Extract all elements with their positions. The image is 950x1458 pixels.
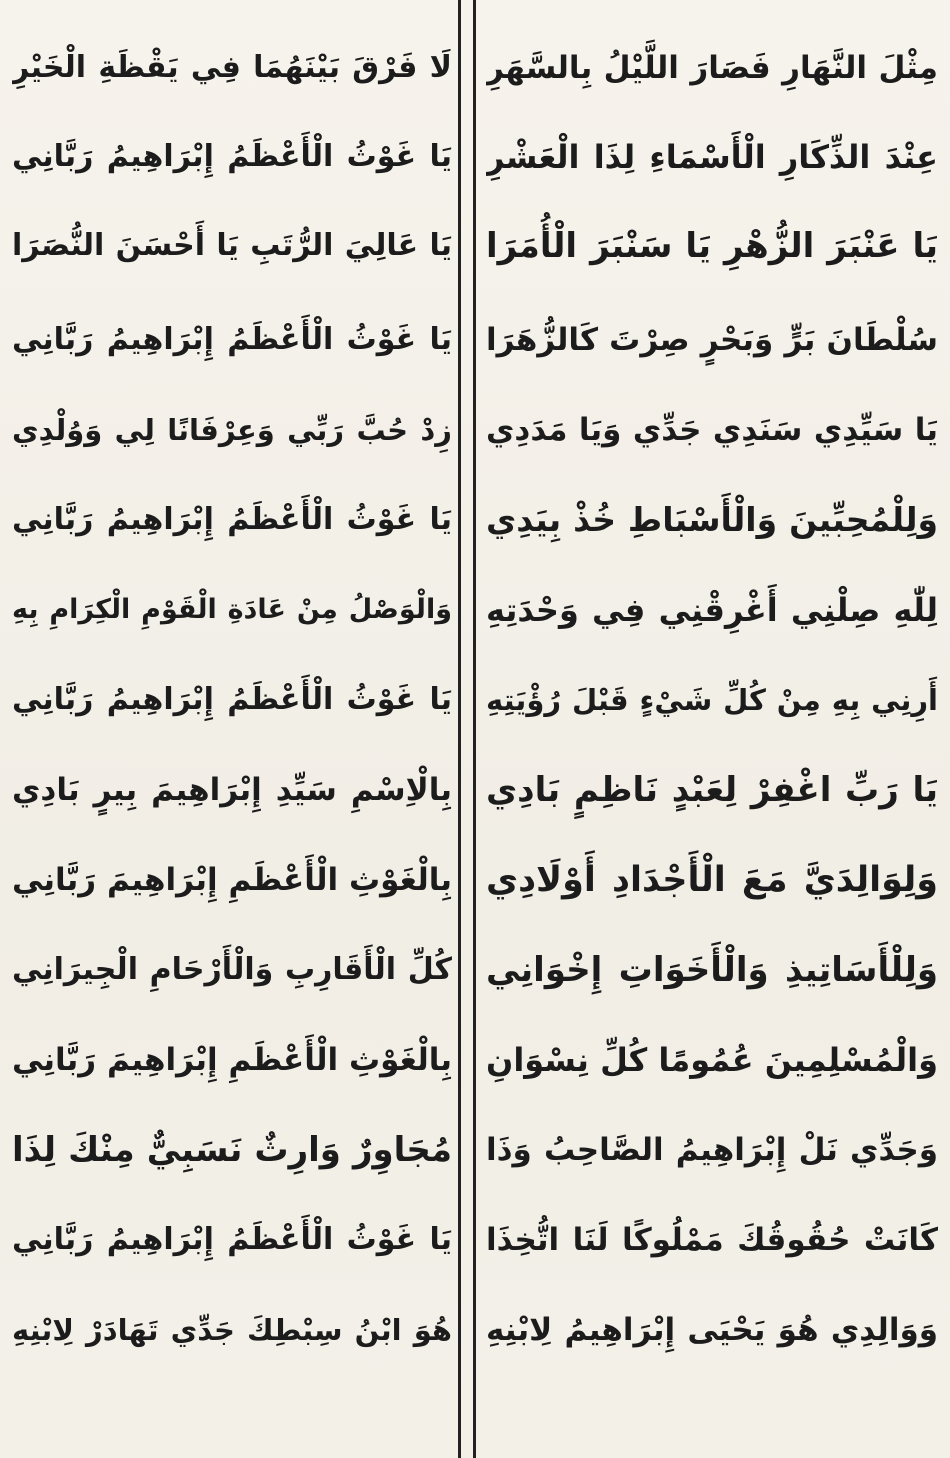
verse-line-left: يَا غَوْثُ الْأَعْظَمُ إِبْرَاهِيمُ رَبَّانِي xyxy=(12,322,452,357)
column-divider-inner xyxy=(458,0,461,1458)
verse-line-right: كَانَتْ حُقُوقُكَ مَمْلُوكًا لَنَا اتُّخِذَا xyxy=(486,1222,938,1258)
verse-line-left: وَالْوَصْلُ مِنْ عَادَةِ الْقَوْمِ الْكِرَامِ بِهِ xyxy=(12,594,452,625)
verse-line-left: بِالْغَوْثِ الْأَعْظَمِ إِبْرَاهِيمَ رَبَّانِي xyxy=(12,1042,452,1078)
verse-line-left: هُوَ ابْنُ سِبْطِكَ جَدِّي تَهَادَرْ لِابْنِهِ xyxy=(12,1313,452,1347)
verse-line-left: بِالْاِسْمِ سَيِّدِ إِبْرَاهِيمَ بِيرٍ بَادِي xyxy=(12,772,452,808)
verse-line-right: مِثْلَ النَّهَارِ فَصَارَ اللَّيْلُ بِالسَّهَرِ xyxy=(486,50,938,86)
left-column xyxy=(12,0,452,1458)
right-column xyxy=(486,0,938,1458)
verse-line-right: وَلِلْأَسَاتِيذِ وَالْأَخَوَاتِ إِخْوَانِي xyxy=(486,950,938,990)
verse-line-right: وَلِوَالِدَيَّ مَعَ الْأَجْدَادِ أَوْلَادِي xyxy=(486,860,938,900)
verse-line-left: يَا غَوْثُ الْأَعْظَمُ إِبْرَاهِيمُ رَبَّانِي xyxy=(12,682,452,717)
verse-line-left: بِالْغَوْثِ الْأَعْظَمِ إِبْرَاهِيمَ رَبَّانِي xyxy=(12,862,452,898)
verse-line-left: يَا غَوْثُ الْأَعْظَمُ إِبْرَاهِيمُ رَبَّانِي xyxy=(12,1222,452,1257)
verse-line-right: سُلْطَانَ بَرٍّ وَبَحْرٍ صِرْتَ كَالزُّهَرَا xyxy=(486,322,938,358)
verse-line-right: وَلِلْمُحِبِّينَ وَالْأَسْبَاطِ خُذْ بِيَدِي xyxy=(486,500,938,539)
verse-line-right: أَرِنِي بِهِ مِنْ كُلِّ شَيْءٍ قَبْلَ رُؤْيَتِهِ xyxy=(486,683,938,717)
verse-line-left: يَا عَالِيَ الرُّتَبِ يَا أَحْسَنَ النُّصَرَا xyxy=(12,228,452,263)
verse-line-left: مُجَاوِرٌ وَارِثٌ نَسَبِيٌّ مِنْكَ لِذَا xyxy=(12,1130,452,1170)
column-divider-outer xyxy=(473,0,476,1458)
verse-line-left: كُلِّ الْأَقَارِبِ وَالْأَرْحَامِ الْجِيرَانِي xyxy=(12,952,452,987)
verse-line-left: يَا غَوْثُ الْأَعْظَمُ إِبْرَاهِيمُ رَبَّانِي xyxy=(12,139,452,174)
verse-line-left: زِدْ حُبَّ رَبِّي وَعِرْفَانًا لِي وَوُلْدِي xyxy=(12,413,452,447)
verse-line-right: وَجَدِّي نَلْ إِبْرَاهِيمُ الصَّاحِبُ وَذَا xyxy=(486,1132,938,1168)
verse-line-right: وَوَالِدِي هُوَ يَحْيَى إِبْرَاهِيمُ لِابْنِهِ xyxy=(486,1312,938,1348)
verse-line-right: يَا عَنْبَرَ الزُّهْرِ يَا سَنْبَرَ الْأُمَرَا xyxy=(486,226,938,266)
verse-line-right: يَا رَبِّ اغْفِرْ لِعَبْدٍ نَاظِمٍ بَادِي xyxy=(486,770,938,810)
verse-line-right: يَا سَيِّدِي سَنَدِي جَدِّي وَيَا مَدَدِي xyxy=(486,412,938,448)
verse-line-right: عِنْدَ الذِّكَارِ الْأَسْمَاءِ لِذَا الْعَشْرِ xyxy=(486,138,938,176)
verse-line-right: وَالْمُسْلِمِينَ عُمُومًا كُلِّ نِسْوَانِ xyxy=(486,1041,938,1079)
verse-line-left: لَا فَرْقَ بَيْنَهُمَا فِي يَقْظَةِ الْخَيْرِ xyxy=(12,50,452,85)
verse-line-left: يَا غَوْثُ الْأَعْظَمُ إِبْرَاهِيمُ رَبَّانِي xyxy=(12,502,452,537)
verse-line-right: لِلّٰهِ صِلْنِي أَغْرِقْنِي فِي وَحْدَتِهِ xyxy=(486,591,938,629)
